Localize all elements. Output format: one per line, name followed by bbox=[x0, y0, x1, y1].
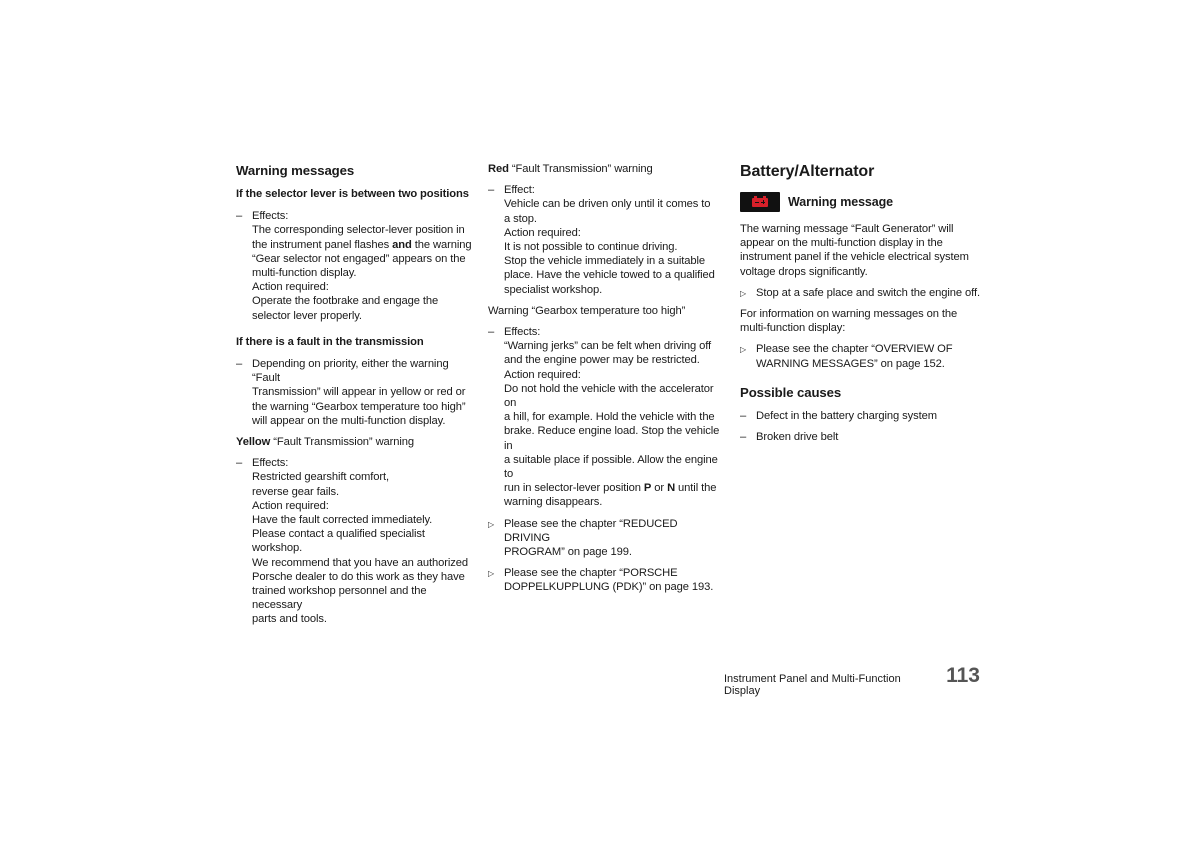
paragraph-info: For information on warning messages on the multi-function display: bbox=[740, 308, 958, 335]
triangle-bullet-icon: ▷ bbox=[488, 569, 495, 579]
dash-marker: – bbox=[488, 326, 495, 339]
dash-marker: – bbox=[740, 431, 747, 444]
triangle-bullet-icon: ▷ bbox=[740, 288, 747, 298]
action-stop-engine: ▷ Stop at a safe place and switch the engine off. bbox=[740, 286, 980, 300]
list-item-cause: – Broken drive belt bbox=[740, 431, 839, 444]
list-item-gearbox-effects: – Effects: “Warning jerks” can be felt when driving off and the engine power may be restricted. Action required: Do not hold the vehicle with the accelerator on a hill, for example. Hold the vehicle with the brake. Reduce engine load. Stop the vehicle in a suitable place if possible. Allow the engine to run in selector-lever position P or N until the warning disappears. bbox=[488, 326, 720, 509]
warning-message-title: Warning message bbox=[788, 194, 894, 209]
yellow-warning-label: Yellow “Fault Transmission” warning bbox=[236, 436, 415, 449]
reference-pdk: ▷ Please see the chapter “PORSCHE DOPPELKUPPLUNG (PDK)” on page 193. bbox=[488, 567, 714, 594]
section-heading-battery: Battery/Alternator bbox=[740, 163, 875, 180]
dash-marker: – bbox=[740, 409, 747, 422]
paragraph-fault-generator: The warning message “Fault Generator” will appear on the multi-function display in the instrument panel if the vehicle electrical system voltage drops significantly. bbox=[740, 223, 969, 278]
reference-reduced-driving: ▷ Please see the chapter “REDUCED DRIVING PROGRAM” on page 199. bbox=[488, 517, 678, 559]
dash-marker: – bbox=[236, 457, 243, 470]
column-right bbox=[740, 160, 980, 451]
page-footer bbox=[724, 664, 980, 697]
subheading-transmission-fault: If there is a fault in the transmission bbox=[236, 335, 424, 348]
section-heading-warning-messages: Warning messages bbox=[236, 163, 355, 178]
reference-overview-warnings: ▷ Please see the chapter “OVERVIEW OF WARNING MESSAGES” on page 152. bbox=[740, 343, 953, 370]
list-item-cause: – Defect in the battery charging system bbox=[740, 409, 937, 422]
list-item-priority: – Depending on priority, either the warning “Fault Transmission” will appear in yellow or red or the warning “Gearbox temperature too high” will appear on the multi-function display. bbox=[236, 358, 466, 427]
section-heading-possible-causes: Possible causes bbox=[740, 384, 842, 400]
column-middle bbox=[488, 160, 726, 602]
triangle-bullet-icon: ▷ bbox=[740, 345, 747, 355]
gearbox-warning-label: Warning “Gearbox temperature too high” bbox=[488, 304, 686, 317]
triangle-bullet-icon: ▷ bbox=[488, 519, 495, 529]
column-left bbox=[236, 160, 476, 634]
list-item-red-effect: – Effect: Vehicle can be driven only until it comes to a stop. Action required: It is not possible to continue driving. Stop the vehicle immediately in a suitable place. Have the vehicle towed to a qualified specialist workshop. bbox=[488, 184, 715, 296]
page-number: 113 bbox=[946, 664, 980, 687]
red-warning-label: Red “Fault Transmission” warning bbox=[488, 163, 653, 175]
dash-marker: – bbox=[236, 210, 243, 223]
subheading-selector-lever: If the selector lever is between two positions bbox=[236, 188, 469, 200]
dash-marker: – bbox=[236, 358, 243, 371]
list-item-yellow-effects: – Effects: Restricted gearshift comfort, reverse gear fails. Action required: Have the fault corrected immediately. Please contact a qualified specialist workshop. We recommend that you have an authorized Porsche dealer to do this work as they have trained workshop personnel and the necessary parts and tools. bbox=[236, 457, 468, 626]
warning-message-header bbox=[740, 192, 980, 212]
dash-marker: – bbox=[488, 184, 495, 197]
footer-chapter-title: Instrument Panel and Multi-Function Display bbox=[724, 673, 901, 697]
list-item-selector-effects: – Effects: The corresponding selector-lever position in the instrument panel flashes and the warning “Gear selector not engaged” appears on the multi-function display. Action required: Operate the footbrake and engage the selector lever properly. bbox=[236, 210, 472, 322]
battery-warning-icon bbox=[740, 192, 780, 212]
